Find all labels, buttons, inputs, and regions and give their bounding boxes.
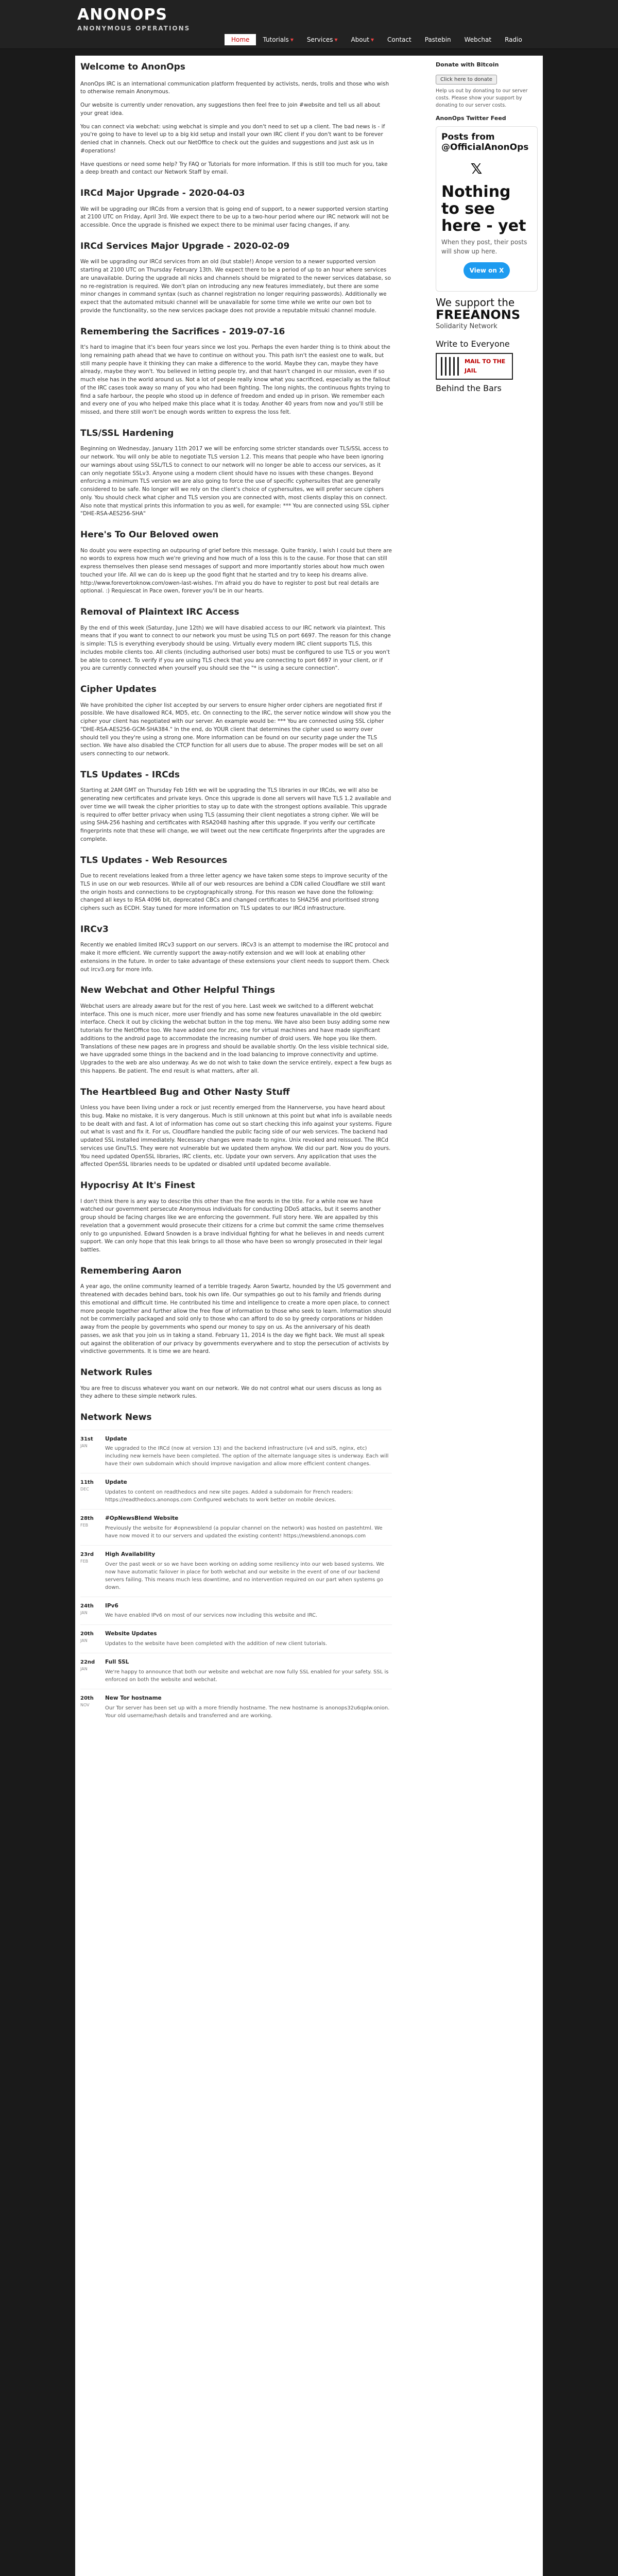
nav-item[interactable] bbox=[381, 34, 418, 45]
nav-item[interactable] bbox=[344, 34, 381, 45]
news-title: High Availability bbox=[105, 1551, 156, 1557]
chevron-down-icon: ▾ bbox=[290, 36, 294, 43]
solidarity-network-label: Solidarity Network bbox=[436, 322, 497, 330]
news-date bbox=[80, 1694, 105, 1720]
section-text: It's hard to imagine that it's been four years since we lost you. Perhaps the even harder thing is to think about the long remaining path ahead that we have to continue on without you. This path isn't the easiest one to walk, but still many people have it thinking they can make a difference to the world. Maybe they can, maybe they have already, maybe they won't. You believed in letting people try, and that hasn't changed in our mission, even if so much else has in the world around us. Not a lot of people really know what you sacrificed, especially as the fallout of the IRC cases took away so many of you who had been fighting. The long nights, the continuous fights trying to find a safe harbour, the people who stood up in defence of freedom and ended up in prison. We remember each and every one of you who helped make this place what it is today. Another 40 years from now and you'll still be missed, and there still won't be enough words written to express the loss felt. bbox=[80, 344, 390, 415]
section-text: Beginning on Wednesday, January 11th 2017 we will be enforcing some stricter standards over TLS/SSL access to our network. You will only be able to negotiate TLS version 1.2. This means that people who have been ignoring our warnings about using SSL/TLS to connect to our network will no longer be able to access our services, as it can only negotiate SSLv3. Anyone using a modern client should have no issues with these changes. Beyond enforcing a minimum TLS version we are also going to force the use of specific cyphersuites that are generally considered to be safe. No longer will we rely on the client's choice of cyphersuites, we will prefer secure ciphers only. You should check what cipher and TLS version you are connected with, most clients display this on connect. Also note that mystical prints this information to you as well, for example: *** You are connected using SSL cipher "DHE-RSA-AES256-SHA" bbox=[80, 446, 389, 517]
section-title: IRCv3 bbox=[80, 924, 109, 935]
news-month: JAN bbox=[80, 1443, 88, 1448]
news-body bbox=[105, 1658, 392, 1684]
main-column bbox=[80, 61, 392, 1725]
news-text: Updates to the website have been completed with the addition of new client tutorials. bbox=[105, 1641, 328, 1647]
support-heading: We support the bbox=[436, 296, 515, 309]
news-day: 22nd bbox=[80, 1659, 95, 1665]
section-title: New Webchat and Other Helpful Things bbox=[80, 985, 276, 996]
nav-item-label: Home bbox=[231, 36, 250, 43]
section-text: Webchat users are already aware but for the rest of you here. Last week we switched to a different webchat interface. This one is much nicer, more user friendly and has some new features unavailable in the old qwebirc interface. Check it out by clicking the webchat button in the top menu. We have also been busy adding some new tutorials for the NetOffice too. We have added one for znc, one for virtual machines and have made significant additions to the android page to accommodate the increasing number of droid users. We hope you like them. Translations of these new pages are in progress and should be available shortly. On the less visible technical side, we have upgraded some things in the backend and in the load balancing to improve connectivity and uptime. Upgrades to the web are also underway. As we do not wish to take down the service entirely, expect a few bugs as this happens. Be patient. The end result is what matters, after all. bbox=[80, 1003, 392, 1074]
news-date bbox=[80, 1551, 105, 1591]
site-logo[interactable]: ANONOPS bbox=[77, 6, 168, 24]
twitter-title: AnonOps Twitter Feed bbox=[436, 115, 506, 122]
news-body bbox=[105, 1479, 392, 1504]
news-month: NOV bbox=[80, 1702, 90, 1707]
news-title: Full SSL bbox=[105, 1659, 129, 1665]
news-text: We upgraded to the IRCd (now at version 13) and the backend infrastructure (v4 and ssl5, nginx, etc) including new kernels have been completed. The option of the alternate language sites is underway. Each will have their own subdomain which should improve navigation and allow more efficient content changes. bbox=[105, 1446, 389, 1467]
news-month: JAN bbox=[80, 1667, 88, 1671]
section-title: The Heartbleed Bug and Other Nasty Stuff bbox=[80, 1087, 290, 1097]
news-body bbox=[105, 1551, 392, 1591]
section-title: IRCd Major Upgrade - 2020-04-03 bbox=[80, 188, 245, 198]
news-title: Update bbox=[105, 1479, 127, 1486]
news-sections bbox=[80, 187, 392, 1401]
section-title: Remembering the Sacrifices - 2019-07-16 bbox=[80, 326, 285, 337]
news-body bbox=[105, 1515, 392, 1540]
tweets-heading: Posts from @OfficialAnonOps bbox=[441, 131, 529, 152]
nav-item[interactable] bbox=[300, 34, 345, 45]
section-text: We will be upgrading our IRCds from a version that is going end of support, to a newer supported version starting at 2100 UTC on Friday, April 3rd. We expect there to be up to a two-hour period where our IRC network will not be accessible. Once the upgrade is finished we expect there to be minimal user facing changes, if any. bbox=[80, 206, 389, 228]
tweets-empty-text: When they post, their posts will show up here. bbox=[441, 238, 527, 255]
content-wrapper bbox=[75, 56, 543, 2576]
news-text: Our Tor server has been set up with a more friendly hostname. The new hostname is anonops32u6qplw.onion. Your old username/hash details and transferred and are working. bbox=[105, 1705, 390, 1719]
welcome-paragraph: You can connect via webchat: using webchat is simple and you don't need to set up a client. The bad news is - if you're going to have to level up to a big kid setup and install your own IRC client if you don't want to be forever denied chat in channels. Check out our NetOffice to check out the guides and suggestions and just ask us in #operations! bbox=[80, 123, 385, 154]
section-text: I don't think there is any way to describe this other than the fine words in the title. For a while now we have watched our government persecute Anonymous individuals for conducting DDoS attacks, but it seems another group should be facing charges like we are enforcing the government. Full story here. We are appalled by this revelation that a government would prosecute their citizens for a crime but commit the same crime themselves only to go unpunished. Edward Snowden is a brave individual fighting for what he believes in and needs current support. We can only hope that this leak brings to all those who have been so wrongly prosecuted in their legal battles. bbox=[80, 1198, 384, 1253]
news-body bbox=[105, 1694, 392, 1720]
welcome-paragraph: Have questions or need some help? Try FAQ or Tutorials for more information. If this is still too much for you, take a deep breath and contact our Network Staff by email. bbox=[80, 161, 388, 176]
section-title: Network Rules bbox=[80, 1367, 152, 1378]
site-header bbox=[0, 0, 618, 49]
section-title: Here's To Our Beloved owen bbox=[80, 530, 219, 540]
section-text: A year ago, the online community learned of a terrible tragedy. Aaron Swartz, hounded by the US government and threatened with decades behind bars, took his own life. Our sympathies go out to his family and friends during this emotional and difficult time. He contributed his time and intelligence to create a more open place, to connect more people together and further allow the free flow of information to those who seek to learn. Information should not be commercially packaged and sold only to those who can afford to do so by greedy corporations or hidden away from the people by governments who spend our money to spy on us. As the anniversary of his death passes, we ask that you join us in taking a stand. February 11, 2014 is the day we fight back. We must all speak out against the obliteration of our privacy by governments everywhere and to stop the persecution of activists by vindictive governments. It is time we are heard. bbox=[80, 1283, 391, 1355]
news-text: Over the past week or so we have been working on adding some resiliency into our web based systems. We now have automatic failover in place for both webchat and our website in the event of one of our backend servers failing. This means much less downtime, and no intervention required on our part when systems go down. bbox=[105, 1561, 384, 1590]
welcome-paragraph: AnonOps IRC is an international communication platform frequented by activists, nerds, trolls and those who wish to otherwise remain Anonymous. bbox=[80, 80, 389, 95]
donate-title: Donate with Bitcoin bbox=[436, 61, 499, 68]
news-day: 20th bbox=[80, 1695, 94, 1701]
news-title: #OpNewsBlend Website bbox=[105, 1515, 179, 1521]
news-date bbox=[80, 1435, 105, 1468]
news-date bbox=[80, 1630, 105, 1648]
nav-item-label: Webchat bbox=[464, 36, 492, 43]
news-date bbox=[80, 1658, 105, 1684]
prison-bars-icon bbox=[441, 357, 461, 376]
twitter-embed bbox=[436, 126, 538, 292]
main-nav bbox=[225, 34, 529, 45]
section-text: Starting at 2AM GMT on Thursday Feb 16th we will be upgrading the TLS libraries in our IRCds, we will also be generating new certificates and private keys. Once this upgrade is done all servers will have TLS 1.2 available and over time we will tweak the cipher priorities to stay up to date with the strongest options available. This upgrade is required to offer better privacy when using TLS (assuming their client negotiates a strong cipher. We will be using SHA-256 hashing and certificates with RSA2048 hashing after this upgrade. If you verify our certificate fingerprints note that these will change, we will tweet out the new certificate fingerprints after the upgrades are complete. bbox=[80, 787, 391, 842]
news-body bbox=[105, 1602, 392, 1620]
chevron-down-icon: ▾ bbox=[370, 36, 374, 43]
nav-item-label: Pastebin bbox=[424, 36, 451, 43]
section-text: You are free to discuss whatever you want on our network. We do not control what our users discuss as long as they adhere to these simple network rules. bbox=[80, 1385, 382, 1400]
mail-to-jail-banner[interactable] bbox=[436, 353, 513, 380]
news-title: Website Updates bbox=[105, 1631, 157, 1637]
nav-item[interactable] bbox=[458, 34, 498, 45]
news-item bbox=[80, 1597, 392, 1625]
donate-button[interactable]: Click here to donate bbox=[436, 75, 497, 84]
mail-to-jail-text: MAIL TO THE JAIL bbox=[465, 358, 506, 375]
news-item bbox=[80, 1430, 392, 1473]
x-logo-icon: 𝕏 bbox=[470, 160, 483, 177]
section-text: Due to recent revelations leaked from a three letter agency we have taken some steps to improve security of the TLS in use on our web resources. While all of our web resources are behind a CDN called Cloudflare we still want the origin hosts and connections to be cryptographically strong. For this reason we have done the following: changed all keys to RSA 4096 bit, deprecated CBCs and changed certificates to SHA256 and prioritised strong ciphers such as ECDH. Stay tuned for more information on TLS updates to our IRCd infrastructure. bbox=[80, 873, 388, 911]
tweets-empty-heading: Nothing to see here - yet bbox=[441, 182, 526, 235]
welcome-title: Welcome to AnonOps bbox=[80, 62, 185, 72]
news-text: Previously the website for #opnewsblend (a popular channel on the network) was hosted on pastehtml. We have now moved it to our servers and updated the existing content! https://newsblend.anonops.com bbox=[105, 1525, 383, 1539]
news-day: 11th bbox=[80, 1480, 94, 1486]
network-news-title: Network News bbox=[80, 1412, 152, 1422]
news-body bbox=[105, 1435, 392, 1468]
news-text: Updates to content on readthedocs and new site pages. Added a subdomain for French readers: https://readthedocs.anonops.com Configured webchats to work better on mobile devices. bbox=[105, 1489, 353, 1503]
chevron-down-icon: ▾ bbox=[334, 36, 338, 43]
view-on-x-button[interactable]: View on X bbox=[464, 262, 510, 279]
nav-item-label: Radio bbox=[505, 36, 522, 43]
nav-item[interactable] bbox=[418, 34, 458, 45]
nav-item-label: Tutorials bbox=[263, 36, 289, 43]
nav-item[interactable] bbox=[256, 34, 300, 45]
write-heading: Write to Everyone bbox=[436, 339, 510, 349]
news-month: JAN bbox=[80, 1638, 88, 1643]
welcome-paragraph: Our website is currently under renovation, any suggestions then feel free to join #website and tell us all about your great idea. bbox=[80, 102, 381, 116]
section-text: Recently we enabled limited IRCv3 support on our servers. IRCv3 is an attempt to modernise the IRC protocol and make it more efficient. We currently support the away-notify extension and we will look at enabling other extensions in the future. In order to take advantage of these extensions your client needs to support them. Check out ircv3.org for more info. bbox=[80, 942, 389, 973]
freeanons-logo[interactable]: FREEANONS bbox=[436, 307, 521, 322]
section-title: Remembering Aaron bbox=[80, 1265, 182, 1276]
news-item bbox=[80, 1545, 392, 1597]
news-month: JAN bbox=[80, 1610, 88, 1615]
news-month: FEB bbox=[80, 1558, 89, 1564]
news-item bbox=[80, 1624, 392, 1653]
news-month: FEB bbox=[80, 1523, 89, 1528]
section-title: Removal of Plaintext IRC Access bbox=[80, 607, 239, 617]
news-month: DEC bbox=[80, 1487, 89, 1492]
news-day: 24th bbox=[80, 1603, 94, 1609]
nav-item[interactable] bbox=[225, 34, 256, 45]
news-item bbox=[80, 1473, 392, 1509]
section-title: TLS Updates - Web Resources bbox=[80, 855, 228, 866]
section-title: Cipher Updates bbox=[80, 684, 157, 694]
news-title: Update bbox=[105, 1435, 127, 1442]
site-tagline: ANONYMOUS OPERATIONS bbox=[77, 25, 191, 32]
news-day: 20th bbox=[80, 1631, 94, 1637]
news-item bbox=[80, 1689, 392, 1725]
nav-item-label: About bbox=[351, 36, 369, 43]
news-item bbox=[80, 1653, 392, 1689]
news-title: New Tor hostname bbox=[105, 1694, 162, 1701]
news-day: 28th bbox=[80, 1516, 94, 1521]
news-item bbox=[80, 1509, 392, 1545]
behind-bars-label: Behind the Bars bbox=[436, 383, 502, 394]
nav-item-label: Contact bbox=[387, 36, 411, 43]
news-body bbox=[105, 1630, 392, 1648]
news-date bbox=[80, 1602, 105, 1620]
section-title: IRCd Services Major Upgrade - 2020-02-09 bbox=[80, 241, 290, 251]
news-title: IPv6 bbox=[105, 1602, 118, 1609]
nav-item[interactable] bbox=[498, 34, 529, 45]
news-list bbox=[80, 1430, 392, 1725]
news-text: We're happy to announce that both our website and webchat are now fully SSL enabled for your safety. SSL is enforced on both the website and webchat. bbox=[105, 1669, 389, 1683]
section-text: We have prohibited the cipher list accepted by our servers to ensure higher order ciphers are negotiated first if possible. We have disallowed RC4, MD5, etc. On connecting to the IRC, the server notice window will show you the cipher your client has negotiated with our server. An example would be: *** You are connected using SSL cipher "DHE-RSA-AES256-GCM-SHA384." In the end, do YOUR client that determines the cipher used so worry over should tell you they're using a strong one. More information can be found on our security page under the TLS section. We have also disabled the CTCP function for all users due to abuse. The proper modes will be set on all users connecting to our network. bbox=[80, 702, 391, 757]
news-date bbox=[80, 1479, 105, 1504]
sidebar bbox=[436, 61, 538, 394]
section-title: TLS/SSL Hardening bbox=[80, 428, 174, 438]
section-text: By the end of this week (Saturday, June 12th) we will have disabled access to our IRC network via plaintext. This means that if you want to connect to our network you must be using TLS on port 6697. The reason for this change is simple: TLS is everything everybody should be using. Virtually every modern IRC client supports TLS, this includes mobile clients too. All clients (including authorised user bots) must be configured to use TLS or you won't be able to connect. To verify if you are using TLS check that you are connecting to port 6697 in your client, or if you are currently connected when yourself you should see the "* is using a secure connection". bbox=[80, 624, 391, 672]
section-title: TLS Updates - IRCds bbox=[80, 769, 180, 780]
news-day: 23rd bbox=[80, 1551, 94, 1557]
news-text: We have enabled IPv6 on most of our services now including this website and IRC. bbox=[105, 1613, 318, 1619]
news-day: 31st bbox=[80, 1436, 93, 1442]
section-text: We will be upgrading our IRCd services from an old (but stable!) Anope version to a newer supported version starting at 2100 UTC on Thursday February 13th. We expect there to be a period of up to an hour where services are unavailable. During the upgrade all nicks and channels should be migrated to the newer services database, so no re-registration is required. We don't plan on introducing any new features immediately, but there are some minor changes in command syntax (such as channel registration no longer requiring passwords). Additionally we expect that the automated mitsuki channel will be unavailable for some time while we write our own bot to provide the functionality, so the new services package does not provide a reputable mitsuki channel module. bbox=[80, 259, 391, 314]
nav-item-label: Services bbox=[306, 36, 333, 43]
news-date bbox=[80, 1515, 105, 1540]
section-text: Unless you have been living under a rock or just recently emerged from the Hannerverse, you have heard about this bug. Make no mistake, it is very dangerous. Much is still unknown at this point but what info is available needs to be dealt with and fast. A lot of information has come out so start checking this info against your systems. Figure out what is vast and fix it. For us, Cloudflare handled the public facing side of our web services. The backend had updated SSL installed immediately. Necessary changes were made to nginx. Unix revoked and reissued. The IRCd services use GnuTLS. They were not vulnerable but we updated them anyhow. We did our part. Now you do yours. You need updated OpenSSL libraries, IRC clients, etc. Update your own servers. Any application that uses the affected OpenSSL libraries needs to be updated or disabled until updated become available. bbox=[80, 1105, 392, 1168]
section-title: Hypocrisy At It's Finest bbox=[80, 1180, 195, 1191]
donate-text: Help us out by donating to our server costs. Please show your support by donating to our server costs. bbox=[436, 88, 528, 108]
section-text: No doubt you were expecting an outpouring of grief before this message. Quite frankly, I wish I could but there are no words to express how much we're grieving and how much of a loss this is to the cause. For those that can still express themselves then please send messages of support and more importantly stories about how much owen touched your life. All we can do is keep up the good fight that he started and try to keep his dreams alive. http://www.forevertoknow.com/owen-last-wishes. I'm afraid you do have to register to post but real details are optional. :) Requiescat in Pace owen, forever you'll be in our hearts. bbox=[80, 547, 392, 595]
